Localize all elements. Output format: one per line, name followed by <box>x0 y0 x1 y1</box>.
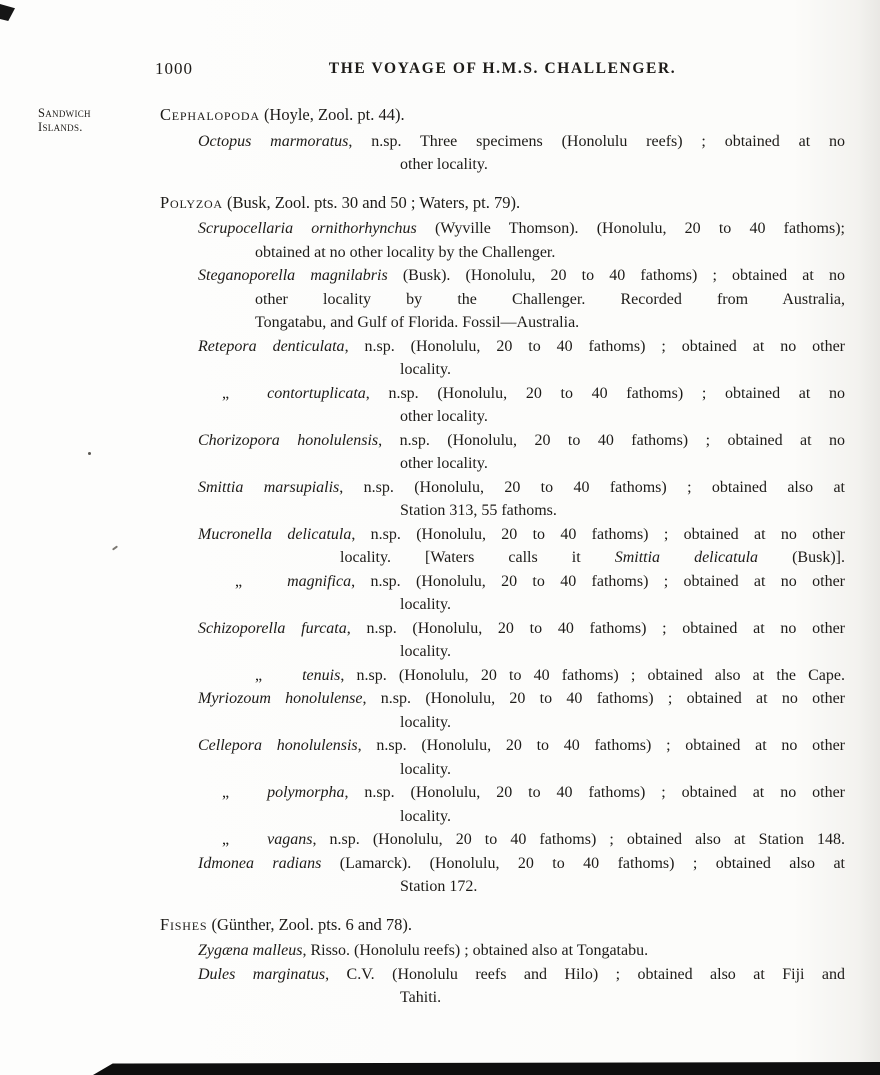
text-line: Mucronella delicatula, n.sp. (Honolulu, 20 to 40 fathoms) ; obtained at no other <box>198 525 846 543</box>
species-entry <box>160 217 845 264</box>
text-line: Dules marginatus, C.V. (Honolulu reefs and Hilo) ; obtained also at Fiji and <box>198 965 845 983</box>
text-line: „ tenuis, n.sp. (Honolulu, 20 to 40 fathoms) ; obtained also at the Cape. <box>255 666 845 684</box>
species-entry <box>160 664 845 688</box>
text-line: obtained at no other locality by the Challenger. <box>255 243 556 261</box>
section-cephalopoda <box>160 103 845 177</box>
scan-speck <box>88 452 91 455</box>
text-line: „ polymorpha, n.sp. (Honolulu, 20 to 40 fathoms) ; obtained at no other <box>222 784 845 801</box>
text-line: locality. [Waters calls it Smittia delicatula (Busk)]. <box>340 549 845 566</box>
text-line: locality. <box>400 643 451 660</box>
page-header <box>155 58 845 80</box>
text-line: other locality. <box>400 455 488 472</box>
scan-corner-artifact <box>0 4 15 21</box>
section-heading: Polyzoa (Busk, Zool. pts. 30 and 50 ; Waters, pt. 79). <box>160 192 521 212</box>
text-line: other locality by the Challenger. Recorded from Australia, <box>255 290 845 308</box>
species-entry <box>160 939 845 963</box>
text-line: Scrupocellaria ornithorhynchus (Wyville Thomson). (Honolulu, 20 to 40 fathoms); <box>198 220 845 237</box>
section-heading: Fishes (Günther, Zool. pts. 6 and 78). <box>160 914 412 934</box>
text-line: locality. <box>400 361 451 378</box>
section-heading: Cephalopoda (Hoyle, Zool. pt. 44). <box>160 105 405 124</box>
text-line: Smittia marsupialis, n.sp. (Honolulu, 20 to 40 fathoms) ; obtained also at <box>198 478 845 496</box>
section-fishes <box>160 913 845 1010</box>
running-title: THE VOYAGE OF H.M.S. CHALLENGER. <box>328 60 677 77</box>
text-line: Zygæna malleus, Risso. (Honolulu reefs) ; obtained also at Tongatabu. <box>198 942 649 959</box>
species-entry <box>160 429 845 476</box>
species-entry <box>160 963 845 1010</box>
section-polyzoa <box>160 191 845 899</box>
text-line: locality. <box>400 596 451 613</box>
species-entry <box>160 523 845 570</box>
text-line: Schizoporella furcata, n.sp. (Honolulu, 20 to 40 fathoms) ; obtained at no other <box>198 619 845 637</box>
species-entry <box>160 617 845 664</box>
text-line: Station 313, 55 fathoms. <box>400 502 557 519</box>
text-line: Steganoporella magnilabris (Busk). (Honolulu, 20 to 40 fathoms) ; obtained at no <box>198 267 846 284</box>
species-entry <box>160 264 845 335</box>
text-line: other locality. <box>400 408 488 425</box>
text-line: Cellepora honolulensis, n.sp. (Honolulu, 20 to 40 fathoms) ; obtained at no other <box>198 737 845 754</box>
species-entry <box>160 382 845 429</box>
species-entry <box>160 687 845 734</box>
scan-edge-artifact <box>93 1062 880 1075</box>
text-line: Tongatabu, and Gulf of Florida. Fossil—Australia. <box>255 314 580 331</box>
text-line: „ contortuplicata, n.sp. (Honolulu, 20 to 40 fathoms) ; obtained at no <box>222 384 845 402</box>
text-line: „ magnifica, n.sp. (Honolulu, 20 to 40 fathoms) ; obtained at no other <box>235 572 845 590</box>
species-entry <box>160 781 845 828</box>
text-line: Octopus marmoratus, n.sp. Three specimens (Honolulu reefs) ; obtained at no <box>198 132 845 150</box>
text-line: Retepora denticulata, n.sp. (Honolulu, 20 to 40 fathoms) ; obtained at no other <box>198 337 845 355</box>
text-line: locality. <box>400 713 451 731</box>
species-entry <box>160 335 845 382</box>
text-line: Tahiti. <box>400 989 442 1006</box>
text-line: locality. <box>400 760 451 778</box>
species-entry <box>160 570 845 617</box>
page-content <box>160 103 845 1010</box>
margin-note-line-1: Sandwich <box>38 106 91 120</box>
scan-speck <box>112 545 118 550</box>
margin-note <box>38 107 91 134</box>
species-entry <box>160 852 845 899</box>
page-number: 1000 <box>155 59 193 78</box>
text-line: „ vagans, n.sp. (Honolulu, 20 to 40 fathoms) ; obtained also at Station 148. <box>222 831 845 848</box>
text-line: locality. <box>400 807 451 825</box>
text-line: Chorizopora honolulensis, n.sp. (Honolulu, 20 to 40 fathoms) ; obtained at no <box>198 431 846 449</box>
margin-note-line-2: Islands. <box>38 119 83 134</box>
text-line: other locality. <box>400 156 488 173</box>
species-entry <box>160 130 845 177</box>
text-line: Station 172. <box>400 878 478 895</box>
text-line: Idmonea radians (Lamarck). (Honolulu, 20 to 40 fathoms) ; obtained also at <box>198 854 845 872</box>
species-entry <box>160 828 845 852</box>
species-entry <box>160 734 845 781</box>
text-line: Myriozoum honolulense, n.sp. (Honolulu, 20 to 40 fathoms) ; obtained at no other <box>198 690 846 707</box>
species-entry <box>160 476 845 523</box>
